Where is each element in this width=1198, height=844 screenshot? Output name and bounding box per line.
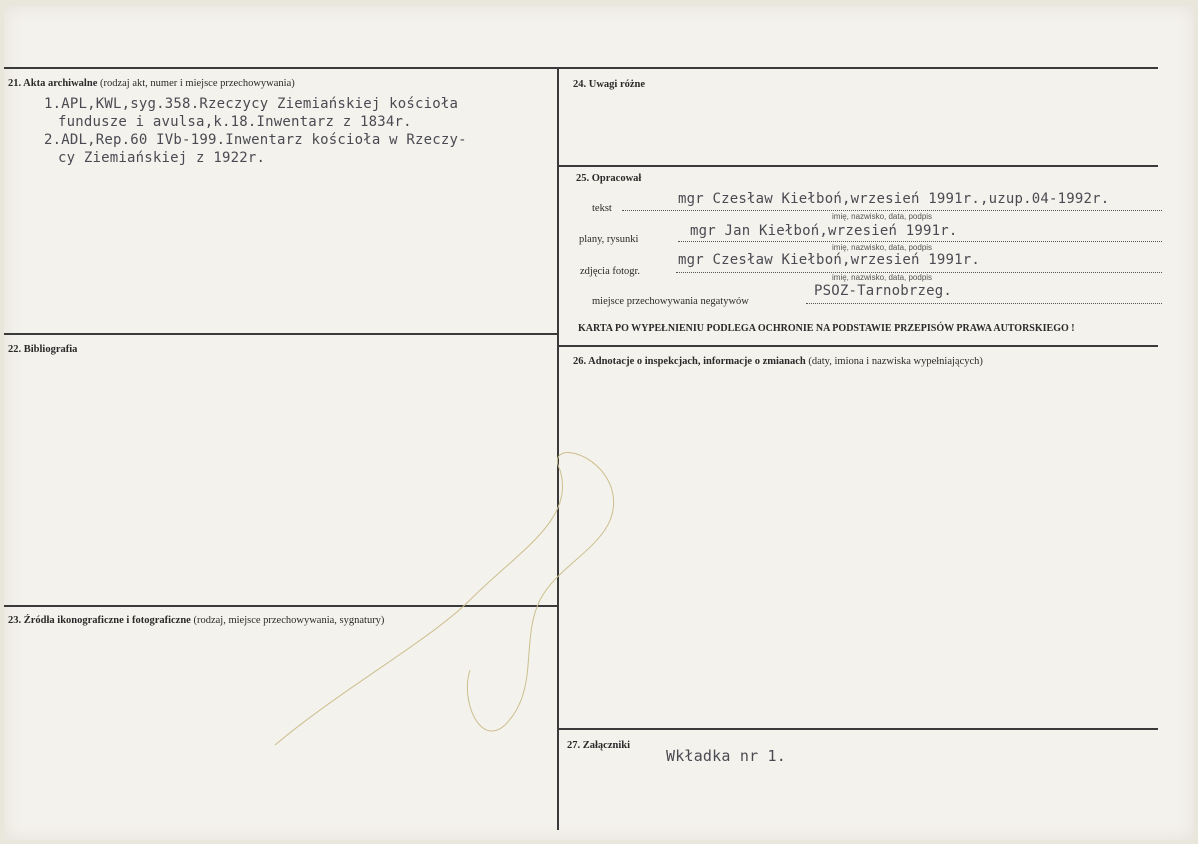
row-plans-label: plany, rysunki [579,234,639,245]
row-photos-label: zdjęcia fotogr. [580,266,641,277]
archive-entry-line-2: fundusze i avulsa,k.18.Inwentarz z 1834r. [58,114,412,130]
row-plans-hint: imię, nazwisko, data, podpis [832,243,933,252]
section-21-title: Akta archiwalne [23,78,98,89]
section-24-number: 24. [573,79,587,90]
row-negatives-value: PSOZ-Tarnobrzeg. [814,283,953,299]
section-26-title: Adnotacje o inspekcjach, informacje o zmianach [588,356,806,367]
row-text-value: mgr Czesław Kiełboń,wrzesień 1991r.,uzup.04-1992r. [678,191,1110,207]
section-25-title: Opracował [591,173,642,184]
section-26-number: 26. [573,356,587,367]
row-photos-hint: imię, nazwisko, data, podpis [832,273,933,282]
section-27-title: Załączniki [582,740,631,751]
section-22-title: Bibliografia [23,344,78,355]
archive-entry-line-3: 2.ADL,Rep.60 IVb-199.Inwentarz kościoła w Rzeczy- [44,132,467,148]
attachments-value: Wkładka nr 1. [666,747,786,765]
archive-entry-line-1: 1.APL,KWL,syg.358.Rzeczycy Ziemiańskiej kościoła [44,96,459,112]
section-23-number: 23. [8,615,22,626]
copyright-notice: KARTA PO WYPEŁNIENIU PODLEGA OCHRONIE NA PODSTAWIE PRZEPISÓW PRAWA AUTORSKIEGO ! [578,323,1075,334]
section-25-number: 25. [576,173,590,184]
section-24-title: Uwagi różne [588,79,646,90]
section-26-subtitle: (daty, imiona i nazwiska wypełniających) [808,356,983,367]
row-negatives-label: miejsce przechowywania negatywów [592,296,749,307]
section-27-number: 27. [567,740,581,751]
archive-entry-line-4: cy Ziemiańskiej z 1922r. [58,150,266,166]
row-plans-value: mgr Jan Kiełboń,wrzesień 1991r. [690,223,958,239]
row-text-label: tekst [592,203,612,214]
section-22-number: 22. [8,344,22,355]
row-photos-value: mgr Czesław Kiełboń,wrzesień 1991r. [678,252,981,268]
section-21-subtitle: (rodzaj akt, numer i miejsce przechowywania) [99,78,295,89]
section-23-title: Źródła ikonograficzne i fotograficzne [23,615,191,626]
section-21-number: 21. [8,78,22,89]
section-23-subtitle: (rodzaj, miejsce przechowywania, sygnatury) [193,615,385,626]
row-text-hint: imię, nazwisko, data, podpis [832,212,933,221]
